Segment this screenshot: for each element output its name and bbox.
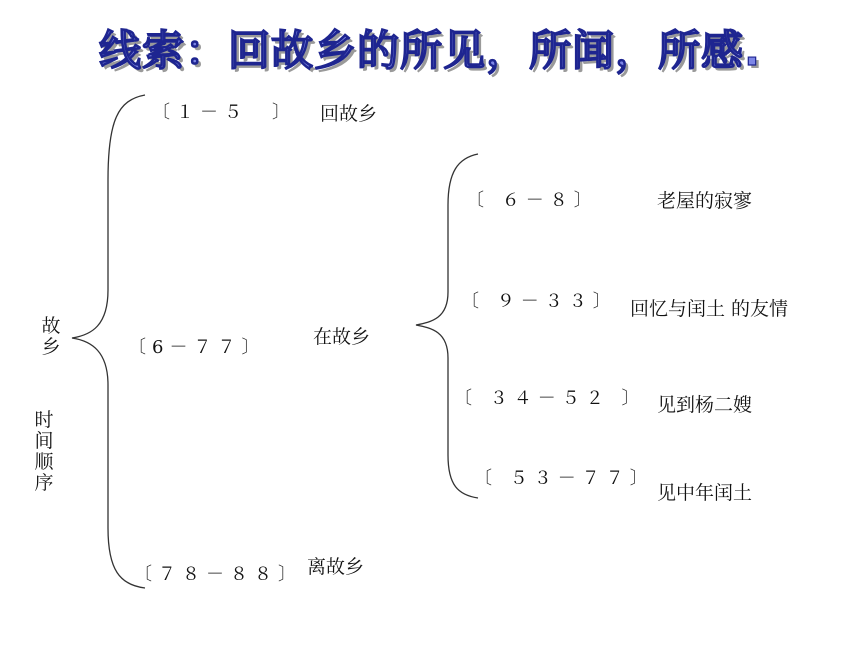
subsection-label-4: 见中年闰土 (657, 482, 753, 504)
page-title: 线索：回故乡的所见，所闻，所感. (99, 26, 761, 75)
subsection-range-4: 〔 ５３－７７〕 (474, 468, 654, 489)
section-label-3: 离故乡 (307, 556, 365, 578)
subsection-label-1: 老屋的寂寥 (657, 190, 753, 212)
subsection-label-2: 回忆与闰土 的友情 (630, 298, 789, 320)
subsection-range-1: 〔 ６－８〕 (466, 190, 598, 211)
root-label-bottom: 时间顺序 (34, 409, 54, 494)
subsection-label-3: 见到杨二嫂 (657, 394, 753, 416)
subsection-range-3: 〔 ３４－５２ 〕 (454, 388, 646, 409)
root-label-top: 故乡 (41, 315, 61, 358)
subsection-range-2: 〔 ９－３３〕 (461, 291, 617, 312)
section-label-1: 回故乡 (320, 103, 378, 125)
section-label-2: 在故乡 (313, 326, 371, 348)
section-range-1: 〔１－５ 〕 (152, 102, 296, 123)
section-range-2: 〔6－７７〕 (128, 337, 266, 358)
section-range-3: 〔７８－８８〕 (134, 564, 302, 585)
